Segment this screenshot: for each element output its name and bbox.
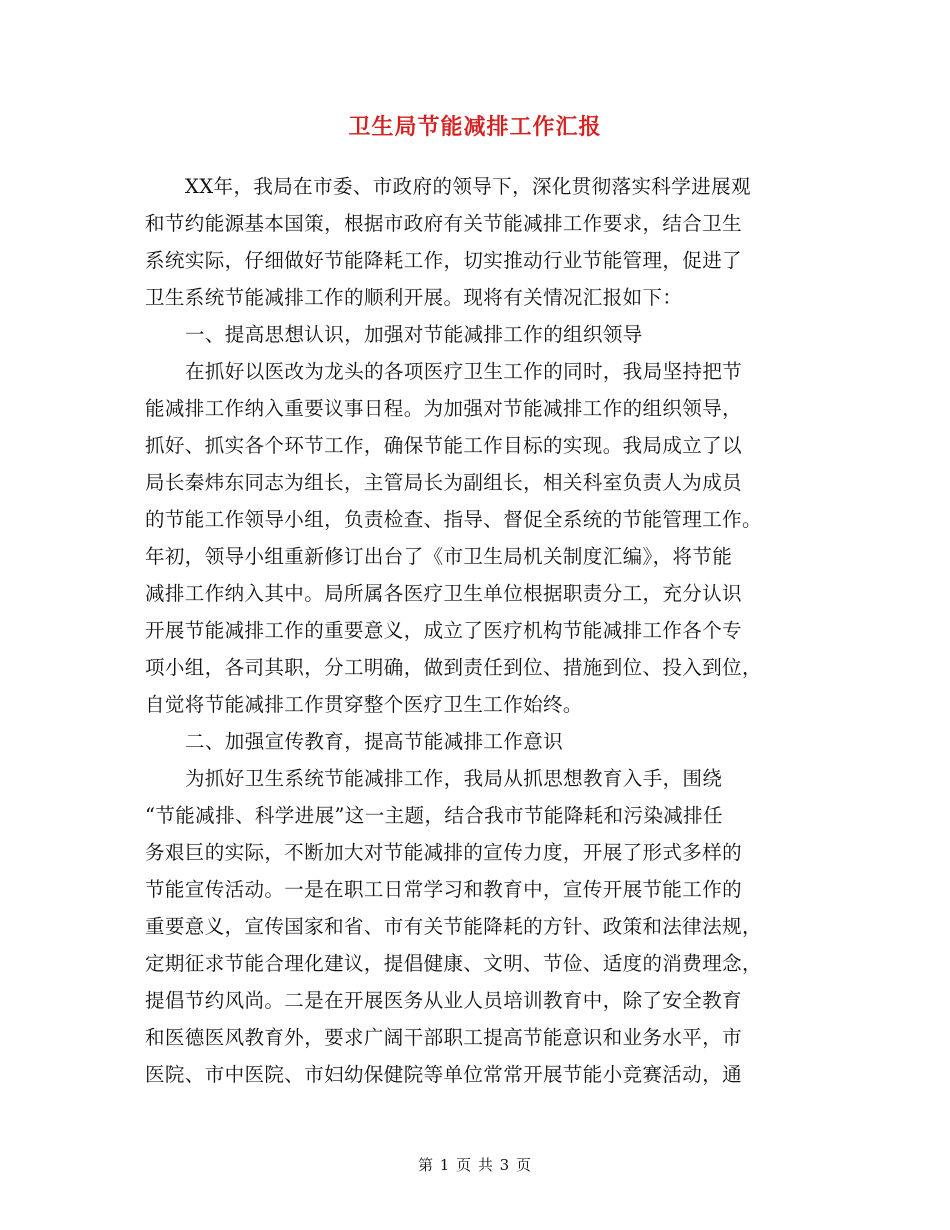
document-title: 卫生局节能减排工作汇报	[348, 114, 602, 140]
text-line: 节能宣传活动。一是在职工日常学习和教育中，宣传开展节能工作的	[145, 878, 743, 901]
text-line: 年初，领导小组重新修订出台了《市卫生局机关制度汇编》，将节能	[145, 545, 733, 568]
text-line: 重要意义，宣传国家和省、市有关节能降耗的方针、政策和法律法规，	[145, 915, 762, 938]
text-line: XX年，我局在市委、市政府的领导下，深化贯彻落实科学进展观	[185, 175, 751, 198]
text-line: 开展节能减排工作的重要意义，成立了医疗机构节能减排工作各个专	[145, 619, 743, 642]
text-line: 能减排工作纳入重要议事日程。为加强对节能减排工作的组织领导，	[145, 397, 743, 420]
text-line: 为抓好卫生系统节能减排工作，我局从抓思想教育入手，围绕	[185, 767, 723, 790]
text-line: 在抓好以医改为龙头的各项医疗卫生工作的同时，我局坚持把节	[185, 360, 743, 383]
text-line: 的节能工作领导小组，负责检查、指导、督促全系统的节能管理工作。	[145, 508, 762, 531]
text-line: 和医德医风教育外，要求广阔干部职工提高节能意识和业务水平，市	[145, 1026, 743, 1049]
text-line: 局长秦炜东同志为组长，主管局长为副组长，相关科室负责人为成员	[145, 471, 743, 494]
text-line: 务艰巨的实际，不断加大对节能减排的宣传力度，开展了形式多样的	[145, 841, 743, 864]
text-line: 自觉将节能减排工作贯穿整个医疗卫生工作始终。	[145, 693, 583, 716]
text-line: 定期征求节能合理化建议，提倡健康、文明、节俭、适度的消费理念，	[145, 952, 762, 975]
document-body	[145, 168, 805, 1093]
text-line: 和节约能源基本国策，根据市政府有关节能减排工作要求，结合卫生	[145, 212, 743, 235]
text-line: 提倡节约风尚。二是在开展医务从业人员培训教育中，除了安全教育	[145, 989, 743, 1012]
text-line: 医院、市中医院、市妇幼保健院等单位常常开展节能小竞赛活动，通	[145, 1063, 743, 1086]
text-line: 系统实际，仔细做好节能降耗工作，切实推动行业节能管理，促进了	[145, 249, 743, 272]
section-heading-1: 一、提高思想认识，加强对节能减排工作的组织领导	[185, 323, 643, 346]
text-line: 项小组，各司其职，分工明确，做到责任到位、措施到位、投入到位，	[145, 656, 762, 679]
section-heading-2: 二、加强宣传教育，提高节能减排工作意识	[185, 730, 564, 753]
text-line: “节能减排、科学进展”这一主题，结合我市节能降耗和污染减排任	[145, 804, 723, 827]
text-line: 卫生系统节能减排工作的顺利开展。现将有关情况汇报如下：	[145, 286, 683, 309]
page-footer: 第 1 页 共 3 页	[418, 1156, 532, 1174]
text-line: 减排工作纳入其中。局所属各医疗卫生单位根据职责分工，充分认识	[145, 582, 743, 605]
text-line: 抓好、抓实各个环节工作，确保节能工作目标的实现。我局成立了以	[145, 434, 743, 457]
